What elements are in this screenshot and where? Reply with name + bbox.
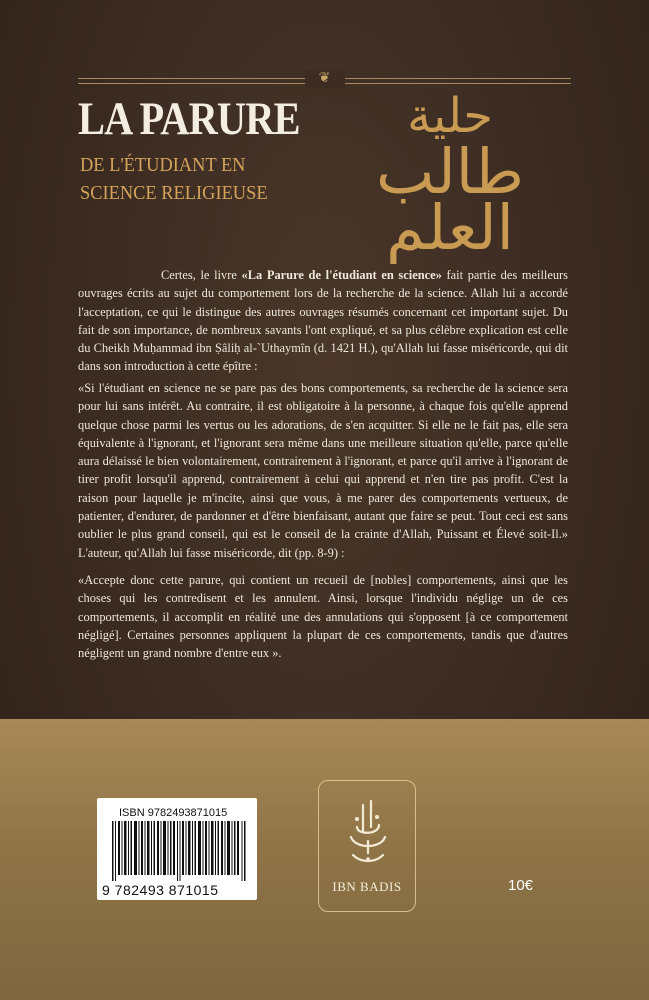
arabic-title-line1: حلية <box>407 88 493 144</box>
barcode-icon <box>112 821 246 881</box>
publisher-name: IBN BADIS <box>332 879 402 894</box>
quote-paragraph: «Si l'étudiant en science ne se pare pas des bons comportements, sa recherche de la science sera pour lui sans intérêt. Au contraire, il est obligatoire à la personne, à chaque fois qu'elle apprend quelque chose parmi les vertus ou les adorations, de s'en acquitter. Si elle ne le fait pas, elle sera équivalente à l'ignorant, et l'ignorant sera même dans une meilleure situation qu'elle, parce qu'elle aura délaissé le bien volontairement, contrairement à l'ignorant, et parce qu'il arrive à l'ignorant de tirer profit lorsqu'il apprend, contrairement à celui qui apprend et n'en tire pas profit. C'est la raison pour laquelle je m'incite, ainsi que vous, à me parer des comportements vertueux, de patienter, d'endurer, de pardonner et d'être bienfaisant, autant que faire se peut. Tout ceci est sans oublier le plus grand conseil, qui est le conseil de la crainte d'Allah, Puissant et Élevé soit-Il.» L'auteur, qu'Allah lui fasse miséricorde, dit (pp. 8-9) : <box>78 381 568 560</box>
book-subtitle-line1: DE L'ÉTUDIANT EN <box>80 154 246 176</box>
barcode-digits: 9 782493 871015 <box>102 882 219 898</box>
ornament-icon: ❦ <box>305 70 345 88</box>
isbn-number: ISBN 9782493871015 <box>119 807 228 819</box>
book-title-reference: «La Parure de l'étudiant en science» <box>241 268 442 282</box>
price-label: 10€ <box>508 877 534 894</box>
bottom-band <box>0 719 649 1000</box>
arabic-title-line2: طالب العلم <box>375 135 524 264</box>
book-subtitle-line2: SCIENCE RELIGIEUSE <box>80 182 268 204</box>
book-title: LA PARURE <box>78 93 300 145</box>
intro-text: Certes, le livre <box>161 268 242 282</box>
barcode-label <box>97 798 257 900</box>
intro-paragraph <box>78 266 568 376</box>
arabic-title <box>325 88 575 264</box>
quote-paragraph-2: «Accepte donc cette parure, qui contient un recueil de [nobles] comportements, ainsi que les choses qui les contredisent et les annulent. Ainsi, lorsque l'individu néglige un de ces comportements, il accomplit en réalité une des annulations qui s'opposent [à ce comportement négligé]. Certaines personnes appliquent la plupart de ces comportements, tandis que d'autres négligent un grand nombre d'entre eux ». <box>78 573 568 661</box>
intro-text-continued: fait partie des meilleurs ouvrages écrits au sujet du comportement lors de la recherche de la science. Allah lui a accordé l'acceptation, ce qui le distingue des autres ouvrages résumés concernant cet important sujet. Du fait de son importance, de nombreux savants l'ont expliqué, et sa plus célèbre explication est celle du Cheikh Muḥammad ibn Ṣâliḥ al-`Uthaymîn (d. 1421 H.), qu'Allah lui fasse miséricorde, qui dit dans son introduction à cette épître : <box>78 268 568 374</box>
publisher-emblem <box>318 780 416 912</box>
arabic-calligraphy-logo-icon <box>341 797 395 867</box>
